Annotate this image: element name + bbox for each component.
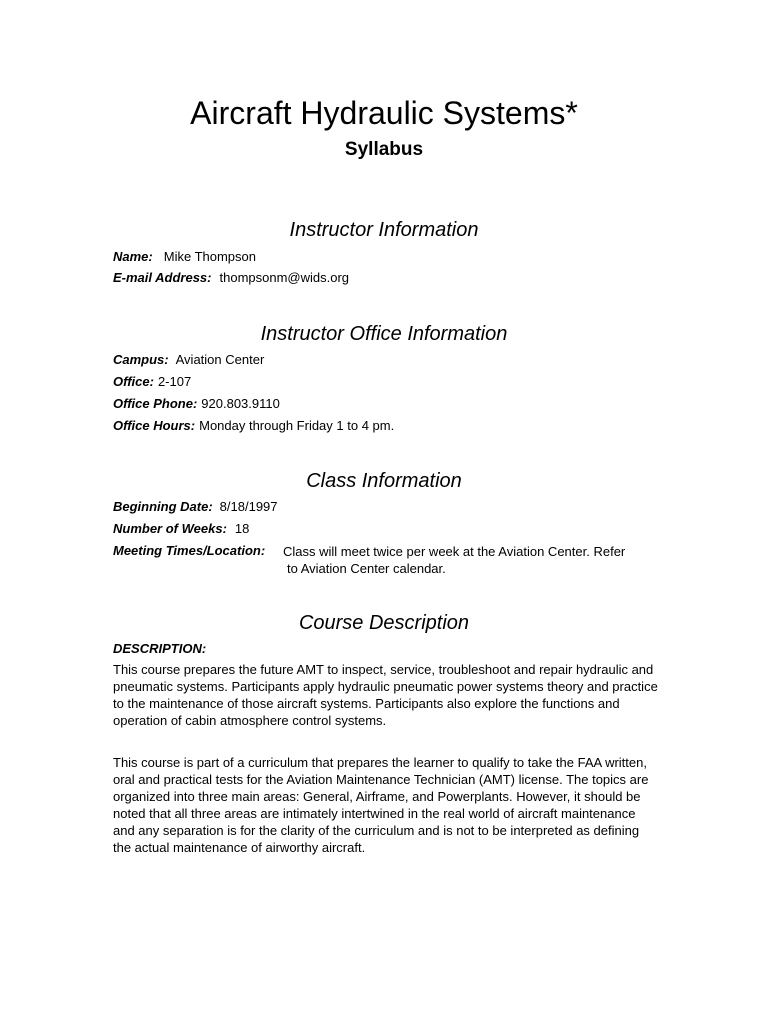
document-title: Aircraft Hydraulic Systems* xyxy=(190,95,578,131)
instructor-email-value: thompsonm@wids.org xyxy=(219,270,350,285)
course-description-paragraph-2: This course is part of a curriculum that prepares the learner to qualify to take the FAA written, oral and practical tests for the Aviation Maintenance Technician (AMT) license. The topics are organized into three main areas: General, Airframe, and Powerplants. However, it should be noted that all three areas are intimately intertwined in the real world of aircraft maintenance and any separation is for the clarity of the curriculum and is not to be interpreted as defining the actual maintenance of airworthy aircraft. xyxy=(113,755,649,855)
meeting-times-value-line2: to Aviation Center calendar. xyxy=(287,561,446,576)
beginning-date-label: Beginning Date: xyxy=(113,499,213,514)
office-field xyxy=(113,374,191,390)
course-description-heading: Course Description xyxy=(298,612,470,634)
number-of-weeks-field xyxy=(113,521,249,537)
instructor-name-value: Mike Thompson xyxy=(163,249,256,264)
office-info-heading: Instructor Office Information xyxy=(260,323,508,345)
number-of-weeks-label: Number of Weeks: xyxy=(113,521,227,536)
office-label: Office: xyxy=(113,374,154,389)
campus-value: Aviation Center xyxy=(175,352,265,367)
beginning-date-value: 8/18/1997 xyxy=(219,499,278,514)
meeting-times-field xyxy=(113,543,265,559)
meeting-times-label: Meeting Times/Location: xyxy=(113,543,266,558)
campus-label: Campus: xyxy=(113,352,169,367)
number-of-weeks-value: 18 xyxy=(234,521,250,536)
instructor-email-label: E-mail Address: xyxy=(113,270,212,285)
office-phone-label: Office Phone: xyxy=(113,396,198,411)
class-info-heading: Class Information xyxy=(306,470,462,492)
office-hours-label: Office Hours: xyxy=(113,418,196,433)
instructor-email-field xyxy=(113,270,349,286)
office-hours-value: Monday through Friday 1 to 4 pm. xyxy=(199,418,395,433)
campus-field xyxy=(113,352,264,368)
beginning-date-field xyxy=(113,499,278,515)
instructor-name-field xyxy=(113,249,256,265)
office-value: 2-107 xyxy=(157,374,192,389)
office-hours-field xyxy=(113,418,394,434)
description-label: DESCRIPTION: xyxy=(113,641,207,656)
office-phone-field xyxy=(113,396,280,412)
instructor-info-heading: Instructor Information xyxy=(289,219,479,241)
meeting-times-value xyxy=(283,543,683,577)
document-subtitle: Syllabus xyxy=(344,139,424,160)
course-description-paragraph-1: This course prepares the future AMT to inspect, service, troubleshoot and repair hydraulic and pneumatic systems. Participants apply hydraulic pneumatic power systems theory and practice to the maintenance of those aircraft systems. Participants also explore the functions and operation of cabin atmosphere control systems. xyxy=(113,662,658,728)
instructor-name-label: Name: xyxy=(113,249,153,264)
meeting-times-value-line1: Class will meet twice per week at the Aviation Center. Refer xyxy=(283,544,626,559)
office-phone-value: 920.803.9110 xyxy=(201,396,280,411)
